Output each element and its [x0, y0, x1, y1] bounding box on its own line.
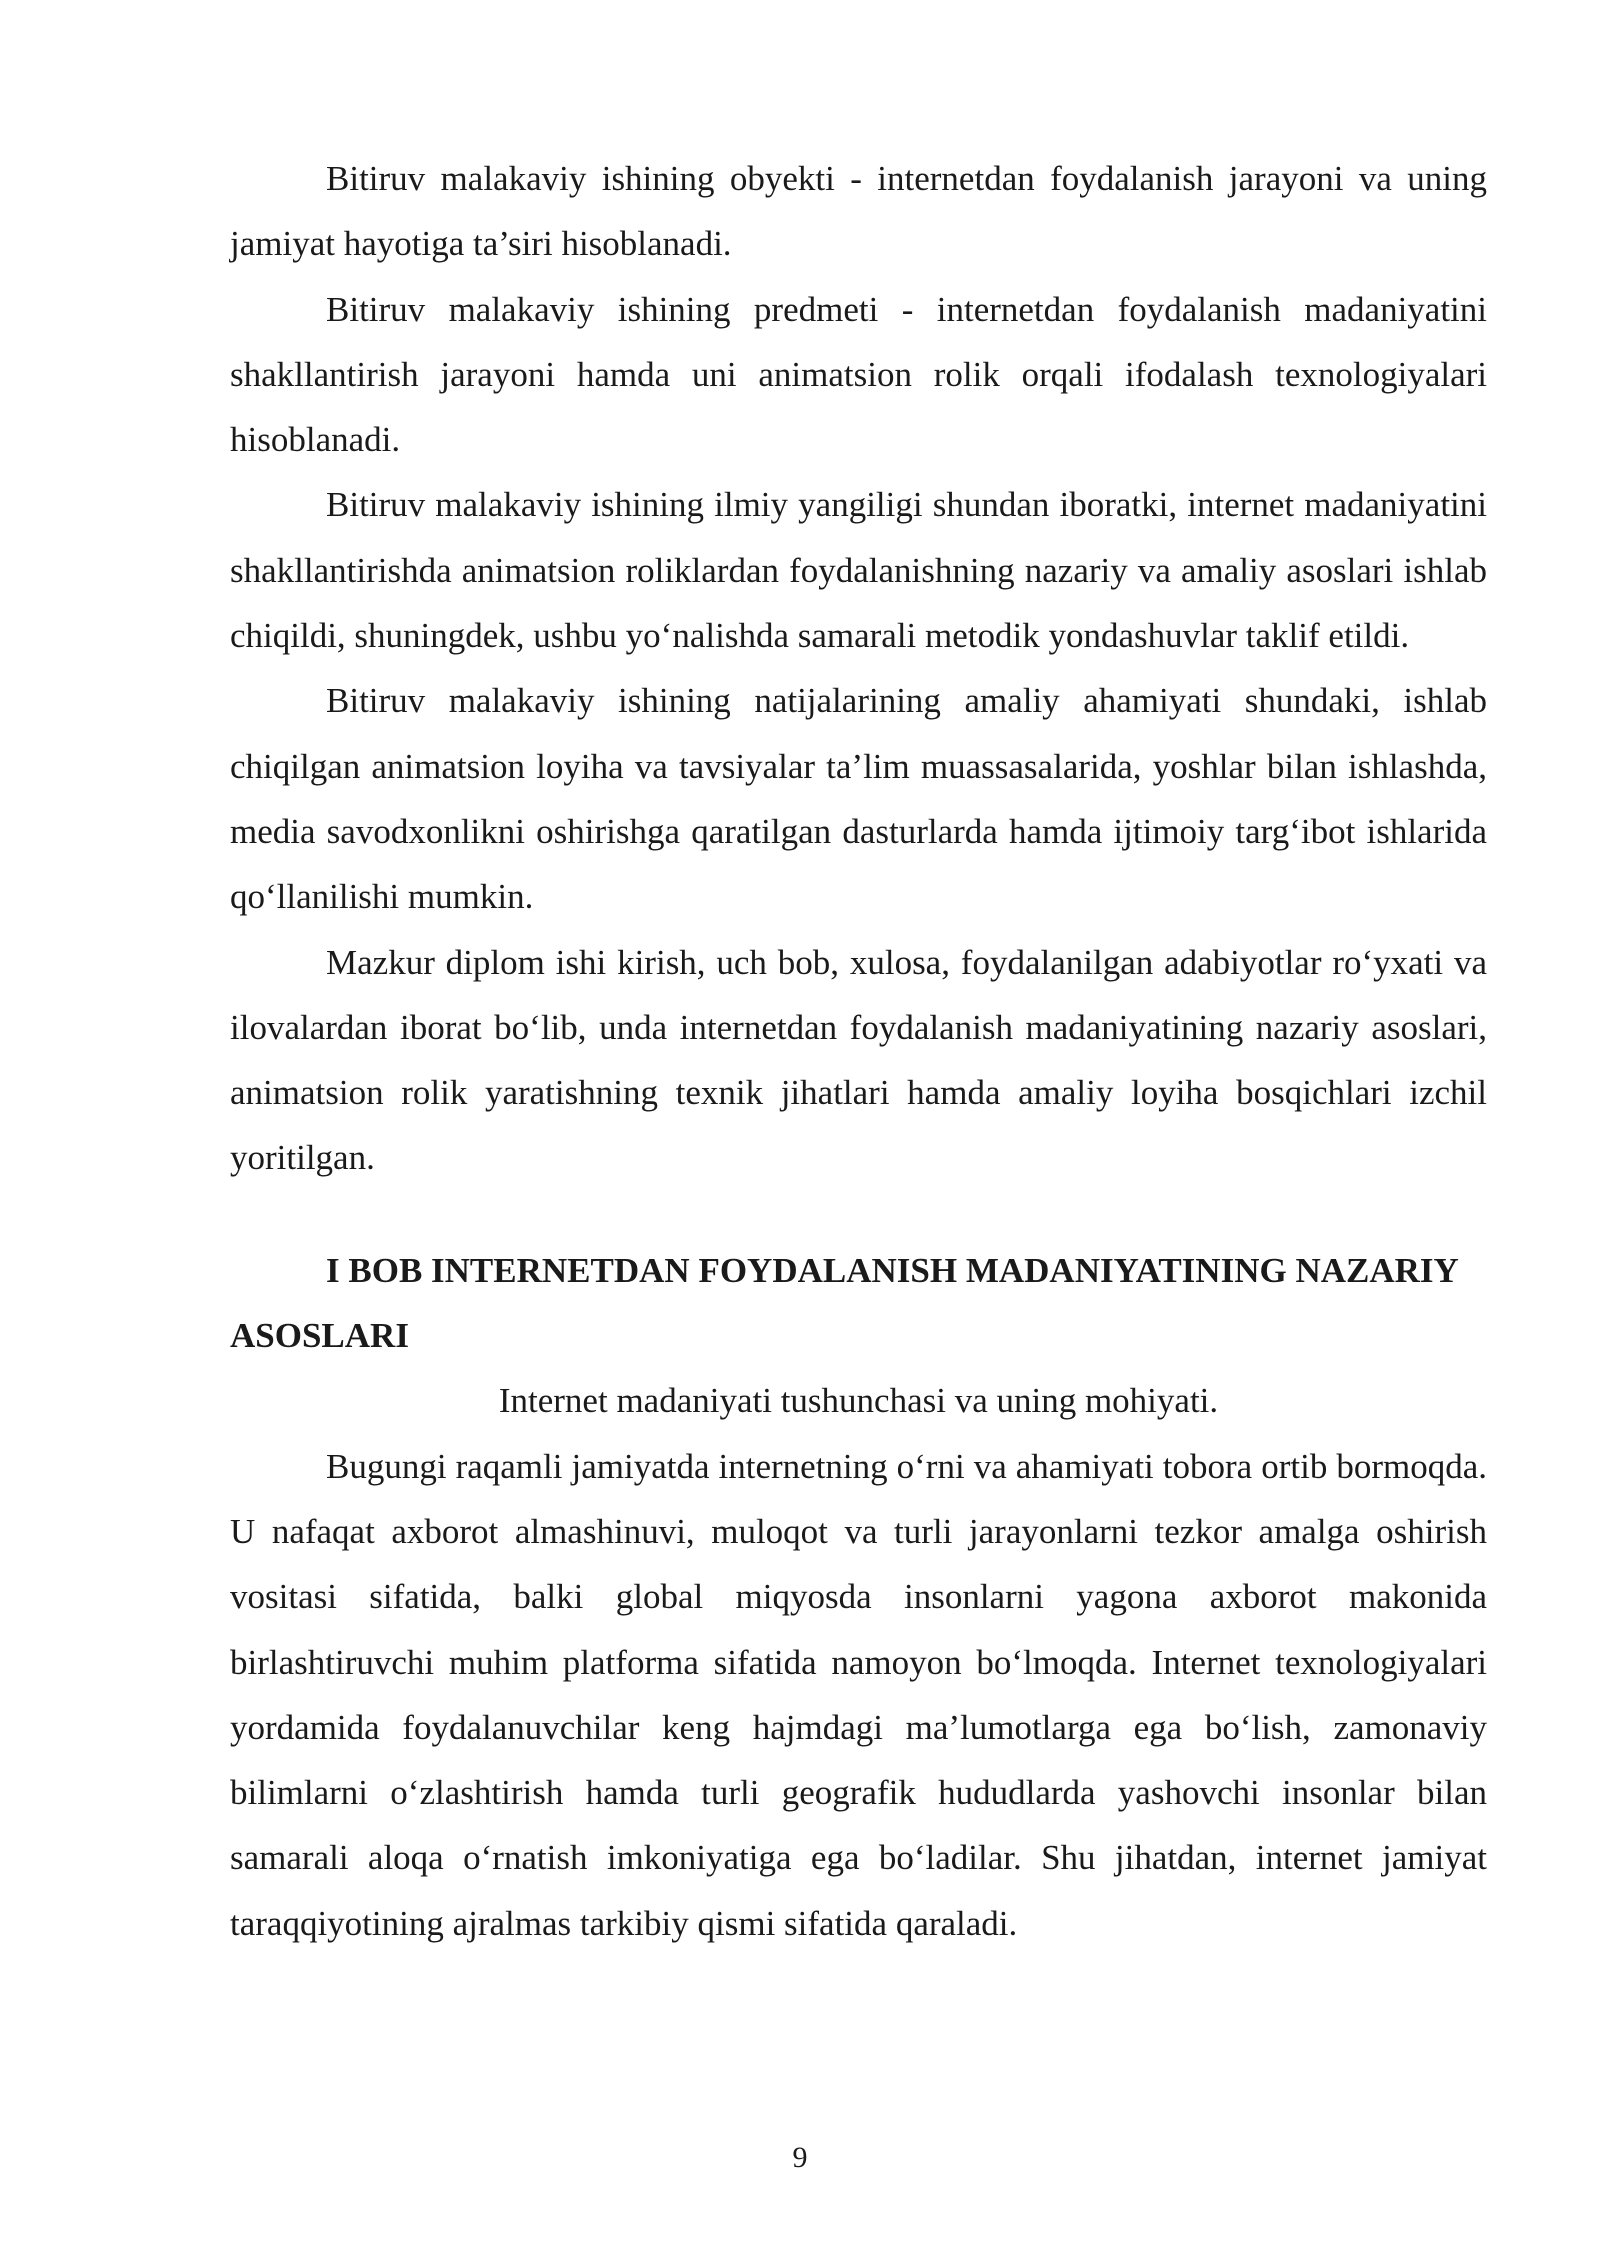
- page-number: 9: [792, 2141, 808, 2174]
- paragraph-research-object: Bitiruv malakaviy ishining obyekti - internetdan foydalanish jarayoni va uning jamiyat hayotiga ta’siri hisoblanadi.: [230, 159, 1487, 264]
- chapter-title: I BOB INTERNETDAN FOYDALANISH MADANIYATINING NAZARIY ASOSLARI: [230, 1250, 1458, 1356]
- paragraph-research-subject: Bitiruv malakaviy ishining predmeti - internetdan foydalanish madaniyatini shakllantirish jarayoni hamda uni animatsion rolik orqali ifodalash texnologiyalari hisoblanadi.: [230, 289, 1487, 460]
- paragraph-practical-significance: Bitiruv malakaviy ishining natijalarining amaliy ahamiyati shundaki, ishlab chiqilgan animatsion loyiha va tavsiyalar ta’lim muassasalarida, yoshlar bilan ishlashda, media savodxonlikni oshirishga qaratilgan dasturlarda hamda ijtimoiy targ‘ibot ishlarida qo‘llanilishi mumkin.: [230, 681, 1487, 917]
- section-title: Internet madaniyati tushunchasi va uning mohiyati.: [498, 1381, 1219, 1421]
- paragraph-thesis-structure: Mazkur diplom ishi kirish, uch bob, xulosa, foydalanilgan adabiyotlar ro‘yxati va ilovalardan iborat bo‘lib, unda internetdan foydalanish madaniyatining nazariy asoslari, animatsion rolik yaratishning texnik jihatlari hamda amaliy loyiha bosqichlari izchil yoritilgan.: [230, 942, 1487, 1178]
- paragraph-internet-role: Bugungi raqamli jamiyatda internetning o‘rni va ahamiyati tobora ortib bormoqda. U nafaqat axborot almashinuvi, muloqot va turli jarayonlarni tezkor amalga oshirish vositasi sifatida, balki global miqyosda insonlarni yagona axborot makonida birlashtiruvchi muhim platforma sifatida namoyon bo‘lmoqda. Internet texnologiyalari yordamida foydalanuvchilar keng hajmdagi ma’lumotlarga ega bo‘lish, zamonaviy bilimlarni o‘zlashtirish hamda turli geografik hududlarda yashovchi insonlar bilan samarali aloqa o‘rnatish imkoniyatiga ega bo‘ladilar. Shu jihatdan, internet jamiyat taraqqiyotining ajralmas tarkibiy qismi sifatida qaraladi.: [230, 1446, 1487, 1943]
- paragraph-scientific-novelty: Bitiruv malakaviy ishining ilmiy yangiligi shundan iboratki, internet madaniyatini shakllantirishda animatsion roliklardan foydalanishning nazariy va amaliy asoslari ishlab chiqildi, shuningdek, ushbu yo‘nalishda samarali metodik yondashuvlar taklif etildi.: [230, 485, 1487, 656]
- page-body: [230, 146, 1487, 1956]
